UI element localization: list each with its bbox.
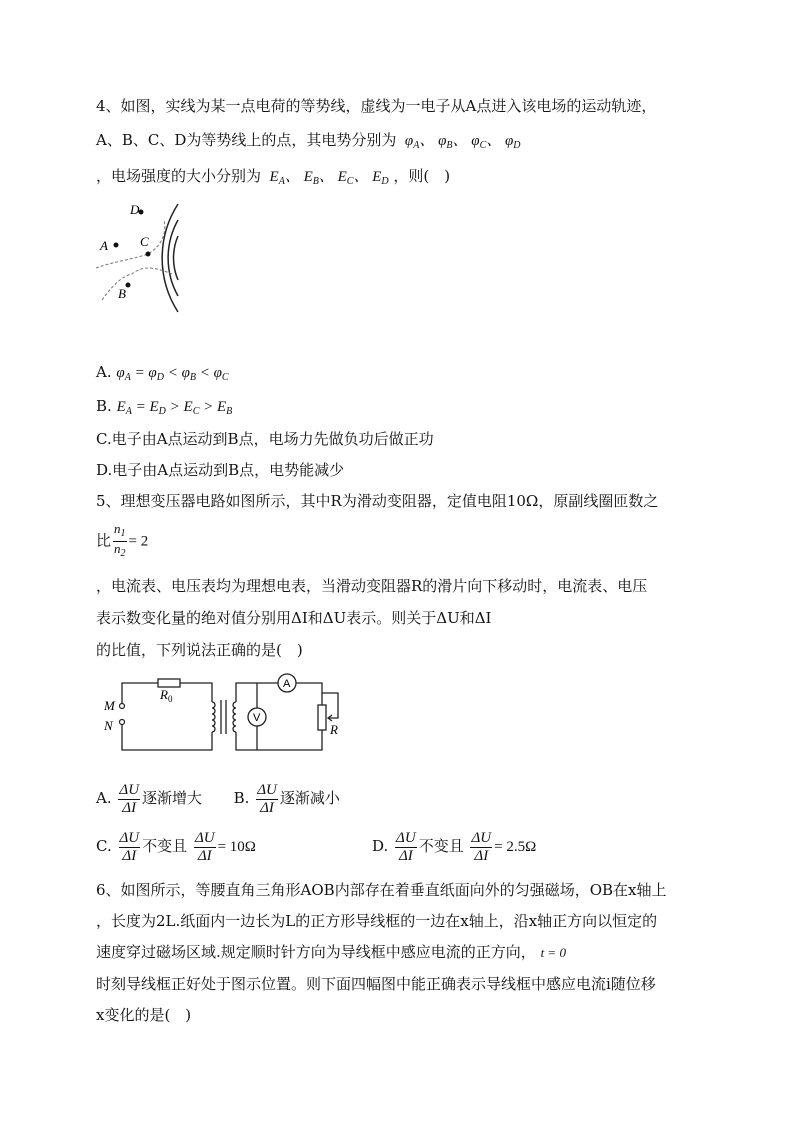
equipotential-figure: [92, 196, 192, 320]
q5-option-b-frac: [256, 782, 278, 817]
q6-stem-line1: 6、如图所示，等腰直角三角形AOB内部存在着垂直纸面向外的匀强磁场，OB在x轴上: [96, 881, 667, 899]
option-a-label: A.: [96, 363, 112, 381]
frac-num: ΔU: [471, 829, 492, 846]
label-R0: $R_0$: [160, 687, 173, 704]
phi-list: $\varphi_A$、 $\varphi_B$、 $\varphi_C$、 $\varphi_D$: [401, 133, 521, 151]
q6-stem-line5: x变化的是( ): [96, 1006, 192, 1024]
q4-stem-line3-end: ，则( ): [393, 167, 451, 185]
q5-option-a-text: 逐渐增大: [142, 789, 203, 807]
transformer-circuit: [100, 668, 360, 758]
q5-option-b-text: 逐渐减小: [279, 789, 340, 807]
frac-num: ΔU: [194, 829, 215, 846]
frac-den: ΔI: [260, 799, 274, 816]
q4-stem-line2: [96, 130, 521, 156]
ratio-num: $n_1$: [113, 522, 127, 542]
q5-option-d-label: D.: [372, 837, 389, 855]
q5-option-c-frac1: [119, 830, 141, 865]
e-list: $E_A$、 $E_B$、 $E_C$、 $E_D$: [265, 169, 389, 187]
option-b-label: B.: [96, 397, 112, 415]
q5-stem-line3: ，电流表、电压表均为理想电表，当滑动变阻器R的滑片向下移动时，电流表、电压: [96, 577, 648, 595]
label-D: D: [130, 202, 140, 217]
frac-num: ΔU: [119, 781, 140, 798]
frac-den: ΔI: [474, 847, 489, 864]
q5-option-c-label: C.: [96, 837, 112, 855]
q5-stem-line2: [96, 522, 148, 561]
ratio-eq: = 2: [128, 533, 149, 550]
q4-stem-line1: 4、如图，实线为某一点电荷的等势线，虚线为一电子从A点进入该电场的运动轨迹，: [96, 97, 657, 115]
q5-stem-line1: 5、理想变压器电路如图所示，其中R为滑动变阻器，定值电阻10Ω，原副线圈匝数之: [96, 492, 659, 510]
q5-option-d: [372, 826, 536, 867]
frac-den: ΔI: [122, 799, 137, 816]
q4-stem-line2-text: A、B、C、D为等势线上的点，其电势分别为: [96, 131, 397, 149]
q5-option-c-frac2: [194, 830, 216, 865]
q5-option-a-frac: [118, 782, 140, 817]
q6-stem-line2: ，长度为2L.纸面内一边长为L的正方形导线框的一边在x轴上，沿x轴正方向以恒定的: [96, 912, 658, 930]
label-A: A: [100, 238, 108, 253]
q4-option-c: C.电子由A点运动到B点，电场力先做负功后做正功: [96, 430, 434, 448]
frac-den: ΔI: [197, 847, 212, 864]
frac-den: ΔI: [398, 847, 413, 864]
option-b-expr: $E_A = E_D > E_C > E_B$: [116, 399, 233, 417]
q5-options-ab: [96, 778, 340, 818]
voltmeter-label: V: [253, 712, 261, 724]
option-a-expr: $\varphi_A = \varphi_D < \varphi_B < \varphi_C$: [116, 365, 229, 383]
q4-stem-line3-text: ，电场强度的大小分别为: [96, 167, 262, 185]
frac-num: ΔU: [119, 829, 140, 846]
label-C: C: [140, 234, 149, 249]
frac-den: ΔI: [122, 847, 137, 864]
ammeter-label: A: [283, 678, 291, 690]
turns-ratio: [113, 522, 127, 561]
q6-stem-line3-text: 速度穿过磁场区域.规定顺时针方向为导线框中感应电流的正方向，: [96, 943, 536, 961]
q4-option-b: [96, 396, 232, 422]
q4-option-a: [96, 362, 229, 388]
q6-stem-line4: 时刻导线框正好处于图示位置。则下面四幅图中能正确表示导线框中感应电流i随位移: [96, 975, 656, 993]
q5-option-d-text: 不变且: [418, 837, 464, 855]
ratio-den: $n_2$: [114, 541, 126, 559]
q4-option-d: D.电子由A点运动到B点，电势能减少: [96, 461, 345, 479]
q5-stem-line4: 表示数变化量的绝对值分别用ΔI和ΔU表示。则关于ΔU和ΔI: [96, 609, 492, 627]
q5-option-b-label: B.: [233, 789, 250, 807]
q5-option-d-frac1: [395, 830, 417, 865]
q5-option-d-val: = 2.5Ω: [494, 839, 537, 855]
q6-stem-line3: [96, 942, 566, 963]
q5-option-c: [96, 826, 256, 867]
label-M: M: [104, 698, 115, 713]
q5-option-c-text: 不变且: [142, 837, 188, 855]
frac-num: ΔU: [257, 781, 277, 798]
q4-stem-line3: [96, 166, 450, 192]
q5-stem-line2-text: 比: [96, 531, 112, 550]
label-N: N: [104, 718, 113, 733]
label-R: R: [330, 722, 338, 737]
t-zero: t = 0: [540, 945, 566, 960]
q5-stem-line5: 的比值，下列说法正确的是( ): [96, 641, 303, 659]
label-B: B: [118, 286, 126, 301]
q5-option-d-frac2: [470, 830, 492, 865]
frac-num: ΔU: [396, 829, 416, 846]
q5-option-a-label: A.: [96, 789, 112, 807]
q5-option-c-val: = 10Ω: [217, 839, 256, 855]
